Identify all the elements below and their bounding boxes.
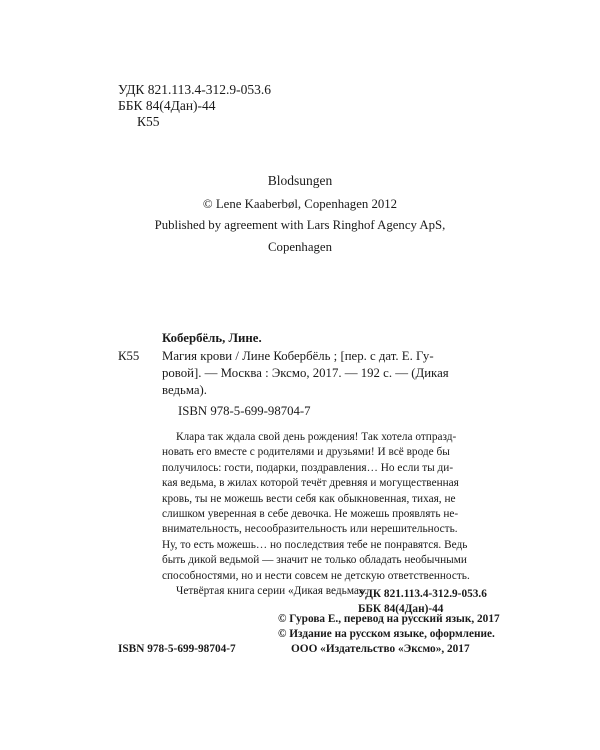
annotation-line: получилось: гости, подарки, поздравления… Но если ты ди- [162,461,454,474]
bbk-code: ББК 84(4Дан)-44 [118,98,216,113]
annotation-line: новать его вместе с родителями и друзьями! И всё вроде бы [162,446,450,459]
published-agreement-line2: Copenhagen [268,240,332,254]
top-classification [118,82,271,130]
annotation [162,430,487,599]
copyright-isbn: ISBN 978-5-699-98704-7 [118,643,236,655]
series-note: Четвёртая книга серии «Дикая ведьма». [176,585,368,598]
author-mark: К55 [137,114,160,129]
annotation-line: быть дикой ведьмой — значит не только обладать необычными [162,554,467,567]
original-title: Blodsungen [267,173,333,188]
original-title-block [150,173,450,256]
copyright-block [278,612,500,657]
annotation-line: внимательность, несообразительность или нерешительность. [162,523,458,536]
bibliographic-author-heading: Кобербёль, Лине. [162,331,262,345]
annotation-line: кровь, ты не можешь вести себя как обыкновенная, тихая, не [162,492,456,505]
bbk-code: ББК 84(4Дан)-44 [358,603,444,615]
edition-copyright: © Издание на русском языке, оформление. [278,628,495,640]
annotation-line: Клара так ждала свой день рождения! Так хотела отпразд- [176,431,457,443]
publisher-copyright: ООО «Издательство «Эксмо», 2017 [291,643,470,655]
udk-code: УДК 821.113.4-312.9-053.6 [358,588,487,600]
annotation-line: кая ведьма, в жилах которой течёт древняя и могущественная [162,477,459,490]
published-agreement-line1: Published by agreement with Lars Ringhof Agency ApS, [154,218,446,232]
description-line: ведьма). [162,383,207,397]
udk-code: УДК 821.113.4-312.9-053.6 [118,82,272,97]
annotation-line: способностями, но и нести совсем не детскую ответственность. [162,569,470,582]
bibliographic-isbn: ISBN 978-5-699-98704-7 [178,404,311,418]
description-line: ровой]. — Москва : Эксмо, 2017. — 192 с. — (Дикая [162,366,449,380]
description-line: Магия крови / Лине Кобербёль ; [пер. с дат. Е. Гу- [162,349,434,363]
translation-copyright: © Гурова Е., перевод на русский язык, 2017 [278,613,500,625]
original-copyright: © Lene Kaaberbøl, Copenhagen 2012 [202,197,398,211]
annotation-line: слишком уверенная в себе девочка. Не можешь проявлять не- [162,508,459,521]
annotation-line: Ну, то есть можешь… но последствия тебе не понравятся. Ведь [162,538,468,551]
bibliographic-description [162,348,487,399]
bibliographic-author-mark: К55 [118,349,140,363]
